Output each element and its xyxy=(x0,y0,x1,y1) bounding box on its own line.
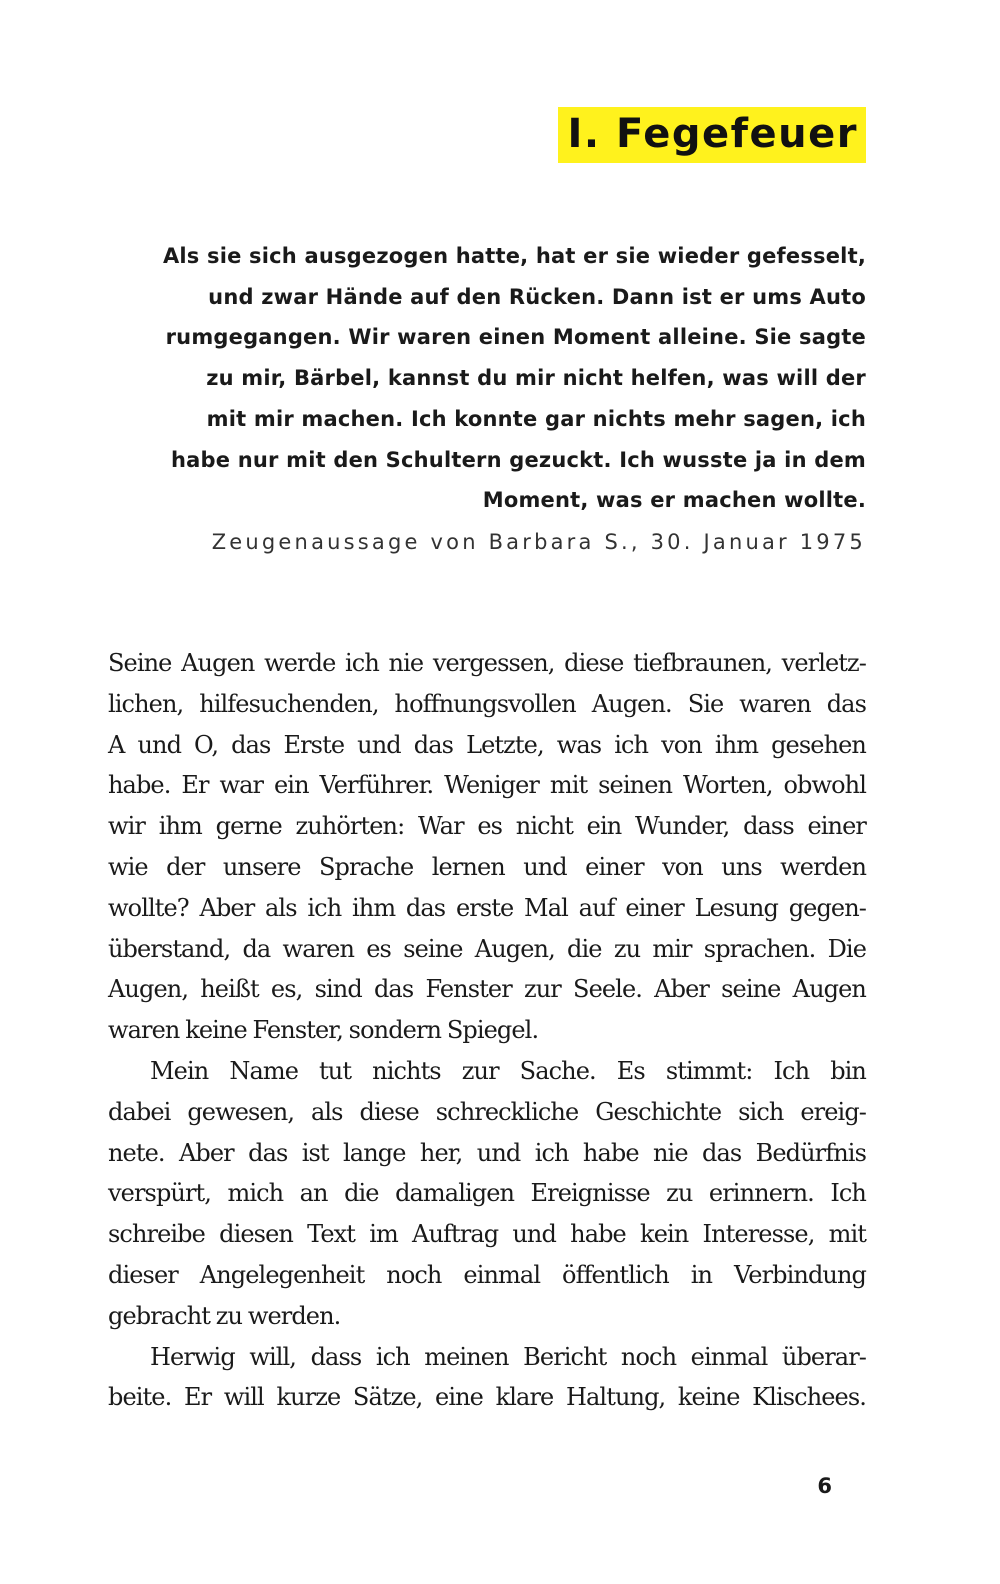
text-line: Augen, heißt es, sind das Fenster zur Seele. Aber seine Augen xyxy=(108,975,866,1004)
epigraph-line: rumgegangen. Wir waren einen Moment alleine. Sie sagte xyxy=(165,325,866,350)
text-line: überstand, da waren es seine Augen, die zu mir sprachen. Die xyxy=(108,934,866,963)
page-number: 6 xyxy=(817,1474,832,1498)
text-line: waren keine Fenster, sondern Spiegel. xyxy=(108,1016,539,1045)
epigraph xyxy=(146,236,866,563)
text-line: nete. Aber das ist lange her, und ich habe nie das Bedürfnis xyxy=(108,1138,866,1167)
text-line: wollte? Aber als ich ihm das erste Mal auf einer Lesung gegen- xyxy=(108,893,866,922)
text-line: Herwig will, dass ich meinen Bericht noch einmal überar- xyxy=(150,1342,866,1371)
text-line: dieser Angelegenheit noch einmal öffentlich in Verbindung xyxy=(108,1260,866,1289)
text-line: Seine Augen werde ich nie vergessen, diese tiefbraunen, verletz- xyxy=(108,649,866,677)
paragraph xyxy=(108,1051,866,1337)
text-line: beite. Er will kurze Sätze, eine klare Haltung, keine Klischees. xyxy=(108,1383,866,1412)
epigraph-source: Zeugenaussage von Barbara S., 30. Januar 1975 xyxy=(211,529,866,554)
body-text xyxy=(108,643,866,1418)
paragraph xyxy=(108,643,866,1051)
text-line: dabei gewesen, als diese schreckliche Geschichte sich ereig- xyxy=(108,1097,866,1126)
text-line: gebracht zu werden. xyxy=(108,1301,341,1330)
text-line: wir ihm gerne zuhörten: War es nicht ein Wunder, dass einer xyxy=(108,812,866,841)
epigraph-line: zu mir, Bärbel, kannst du mir nicht helfen, was will der xyxy=(206,366,866,391)
text-line: wie der unsere Sprache lernen und einer von uns werden xyxy=(108,852,866,881)
text-line: A und O, das Erste und das Letzte, was ich von ihm gesehen xyxy=(108,730,866,759)
text-line: habe. Er war ein Verführer. Weniger mit seinen Worten, obwohl xyxy=(108,771,866,800)
chapter-title: I. Fegefeuer xyxy=(558,107,866,163)
text-line: schreibe diesen Text im Auftrag und habe kein Interesse, mit xyxy=(108,1220,866,1249)
epigraph-line: Als sie sich ausgezogen hatte, hat er sie wieder gefesselt, xyxy=(162,244,866,268)
text-line: lichen, hilfesuchenden, hoffnungsvollen Augen. Sie waren das xyxy=(108,689,866,718)
text-line: Mein Name tut nichts zur Sache. Es stimmt: Ich bin xyxy=(150,1056,866,1085)
text-line: verspürt, mich an die damaligen Ereignisse zu erinnern. Ich xyxy=(108,1179,866,1208)
epigraph-line: mit mir machen. Ich konnte gar nichts mehr sagen, ich xyxy=(206,406,866,431)
epigraph-line: Moment, was er machen wollte. xyxy=(482,488,866,513)
epigraph-line: und zwar Hände auf den Rücken. Dann ist er ums Auto xyxy=(208,284,866,309)
paragraph xyxy=(108,1337,866,1419)
epigraph-line: habe nur mit den Schultern gezuckt. Ich wusste ja in dem xyxy=(171,447,866,472)
